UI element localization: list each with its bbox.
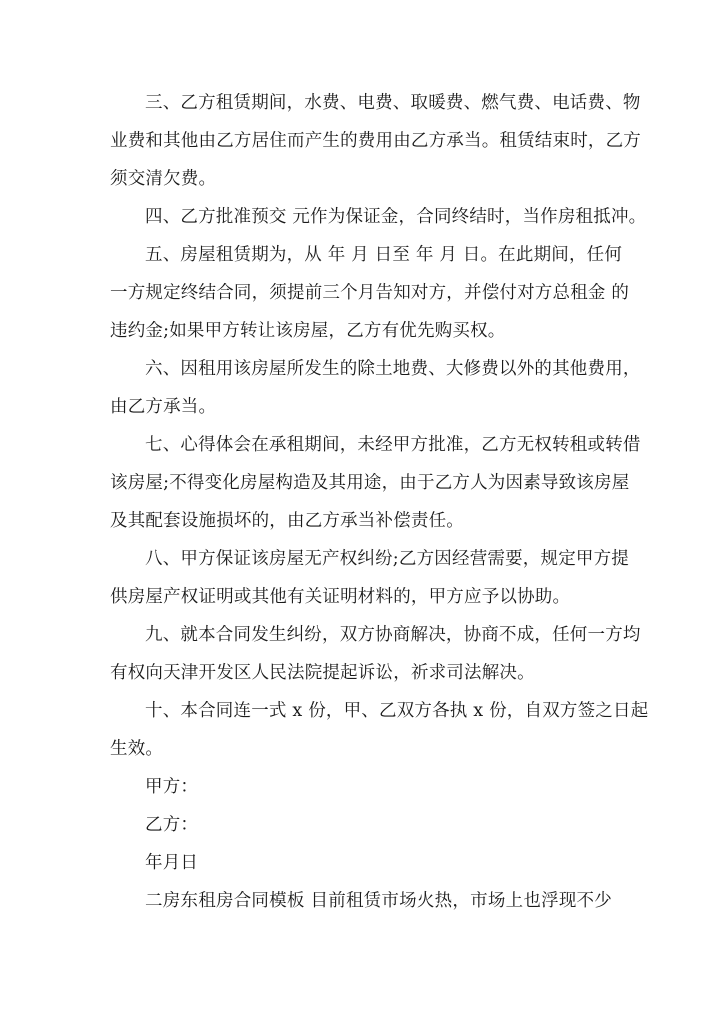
clause-8-line-1: 八、甲方保证该房屋无产权纠纷;乙方因经营需要，规定甲方提	[145, 549, 629, 569]
clause-3-line-3: 须交清欠费。	[110, 169, 217, 189]
clause-3-line-2: 业费和其他由乙方居住而产生的费用由乙方承当。租赁结束时，乙方	[110, 131, 641, 151]
clause-9-line-1: 九、就本合同发生纠纷，双方协商解决，协商不成，任何一方均	[145, 625, 641, 645]
next-section-heading-line: 二房东租房合同模板 目前租赁市场火热，市场上也浮现不少	[145, 891, 612, 911]
clause-7-line-2: 该房屋;不得变化房屋构造及其用途，由于乙方人为因素导致该房屋	[110, 473, 630, 493]
clause-5-line-1: 五、房屋租赁期为，从 年 月 日至 年 月 日。在此期间，任何	[145, 245, 623, 265]
party-a-signature-label: 甲方：	[145, 777, 199, 797]
clause-8-line-2: 供房屋产权证明或其他有关证明材料的，甲方应予以协助。	[110, 587, 571, 607]
clause-3-line-1: 三、乙方租赁期间，水费、电费、取暖费、燃气费、电话费、物	[145, 93, 641, 113]
clause-5-line-3: 违约金;如果甲方转让该房屋，乙方有优先购买权。	[110, 321, 506, 341]
clause-7-line-3: 及其配套设施损坏的，由乙方承当补偿责任。	[110, 511, 464, 531]
date-label: 年月日	[145, 853, 199, 873]
party-b-signature-label: 乙方：	[145, 815, 199, 835]
clause-10-line-2: 生效。	[110, 739, 164, 759]
clause-6-line-2: 由乙方承当。	[110, 397, 217, 417]
clause-5-line-2: 一方规定终结合同，须提前三个月告知对方，并偿付对方总租金 的	[110, 283, 630, 303]
clause-7-line-1: 七、心得体会在承租期间，未经甲方批准，乙方无权转租或转借	[145, 435, 641, 455]
clause-10-line-1: 十、本合同连一式 x 份，甲、乙双方各执 x 份，自双方签之日起	[145, 701, 649, 721]
clause-4-line-1: 四、乙方批准预交 元作为保证金，合同终结时，当作房租抵冲。	[145, 207, 647, 227]
clause-6-line-1: 六、因租用该房屋所发生的除土地费、大修费以外的其他费用，	[145, 359, 641, 379]
clause-9-line-2: 有权向天津开发区人民法院提起诉讼，祈求司法解决。	[110, 663, 535, 683]
